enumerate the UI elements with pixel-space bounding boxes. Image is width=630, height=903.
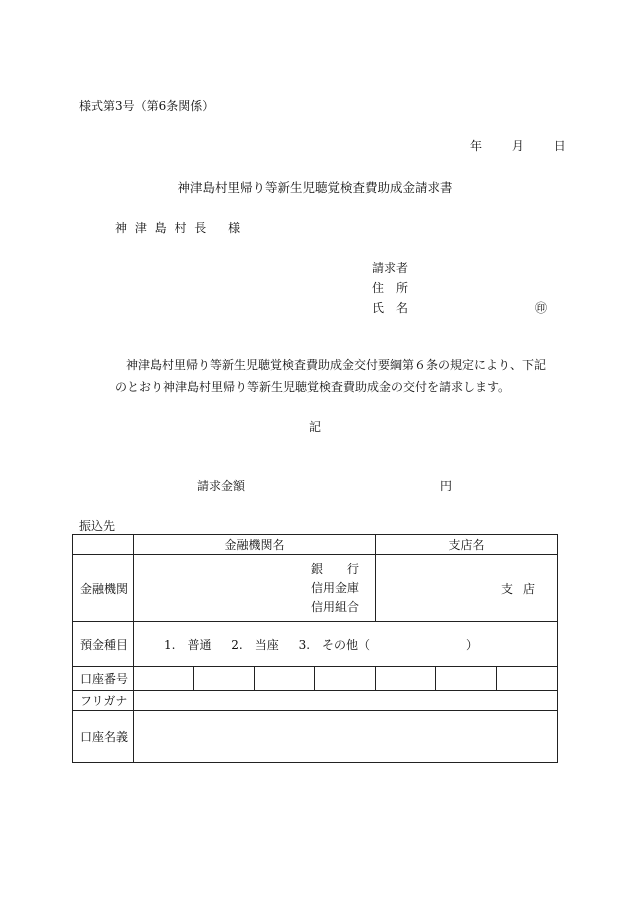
amount-unit: 円: [440, 479, 453, 493]
deposit-option-current[interactable]: 2. 当座: [231, 637, 279, 652]
date-line: [470, 137, 566, 154]
applicant-heading: 請求者: [372, 261, 409, 275]
institution-row: [73, 555, 558, 622]
deposit-option-other[interactable]: 3. その他（ ）: [298, 637, 479, 652]
recipient: 神 津 島 村 長 様: [115, 221, 243, 235]
account-number-row: [73, 667, 558, 691]
applicant-block: [372, 258, 547, 318]
account-holder-input-cell[interactable]: [134, 711, 558, 763]
account-number-label: 口座番号: [73, 667, 134, 691]
deposit-type-cell[interactable]: [134, 622, 558, 667]
account-digit-cell[interactable]: [315, 667, 376, 691]
account-digit-cell[interactable]: [134, 667, 194, 691]
branch-name-header: 支店名: [376, 535, 558, 555]
furigana-input-cell[interactable]: [134, 691, 558, 711]
amount-label: 請求金額: [197, 479, 246, 493]
bank-type-kumiai: 信用組合: [311, 599, 360, 614]
body-paragraph: 神津島村里帰り等新生児聴覚検査費助成金交付要綱第６条の規定により、下記のとおり神津島村里帰り等新生児聴覚検査費助成金の交付を請求します。: [115, 358, 547, 394]
account-digit-cell[interactable]: [255, 667, 315, 691]
institution-name-header: 金融機関名: [134, 535, 376, 555]
form-number: 様式第3号（第6条関係）: [79, 99, 215, 113]
account-digit-cell[interactable]: [376, 667, 436, 691]
bank-type-bank: 銀 行: [311, 561, 360, 576]
blank-corner-cell: [73, 535, 134, 555]
applicant-name-label: 氏 名: [372, 301, 409, 315]
deposit-type-label: 預金種目: [73, 622, 134, 667]
document-title: 神津島村里帰り等新生児聴覚検査費助成金請求書: [177, 180, 453, 195]
institution-label: 金融機関: [73, 555, 134, 622]
bank-table: [72, 534, 558, 763]
bank-type-shinkin: 信用金庫: [311, 580, 360, 595]
branch-name-cell[interactable]: [376, 555, 558, 622]
account-holder-row: [73, 711, 558, 763]
applicant-address-label: 住 所: [372, 281, 409, 295]
ki-heading: 記: [308, 420, 321, 434]
date-day: 日: [553, 139, 566, 153]
account-digit-cell[interactable]: [497, 667, 558, 691]
table-header-row: [73, 535, 558, 555]
account-digit-cell[interactable]: [194, 667, 255, 691]
deposit-option-ordinary[interactable]: 1. 普通: [164, 637, 212, 652]
applicant-name-row: [372, 298, 547, 318]
seal-mark: ㊞: [534, 301, 547, 315]
account-digit-cell[interactable]: [436, 667, 497, 691]
date-month: 月: [511, 139, 524, 153]
furigana-label: フリガナ: [73, 691, 134, 711]
deposit-type-row: [73, 622, 558, 667]
furigana-row: [73, 691, 558, 711]
account-holder-label: 口座名義: [73, 711, 134, 763]
transfer-heading: 振込先: [79, 519, 116, 533]
date-year: 年: [470, 139, 483, 153]
institution-name-cell[interactable]: [134, 555, 376, 622]
branch-suffix: 支店: [501, 581, 546, 596]
